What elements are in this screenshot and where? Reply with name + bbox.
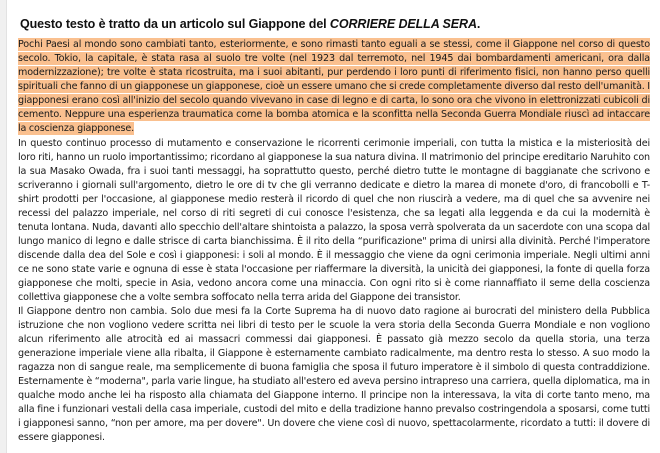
document-body[interactable] (18, 16, 650, 445)
page-left-margin (0, 0, 7, 453)
paragraph-1-highlighted[interactable] (18, 38, 650, 136)
title-prefix: Questo testo è tratto da un articolo sul Giappone del (20, 17, 330, 31)
title-suffix: . (476, 17, 481, 31)
paragraph-3[interactable]: Il Giappone dentro non cambia. Solo due mesi fa la Corte Suprema ha di nuovo dato ragione ai burocrati del ministero della Pubblica istruzione che non vogliono vedere scritta nei libri di testo per le scuole la vera storia della Seconda Guerra Mondiale e non vogliono alcun riferimento alle atrocità ed ai massacri commessi dai giapponesi. È passato già mezzo secolo da quella storia, una terza generazione imperiale viene alla ribalta, il Giappone è esternamente cambiato radicalmente, ma dentro resta lo stesso. A suo modo la ragazza non di sangue reale, ma semplicemente di buona famiglia che sposa il futuro imperatore è il simbolo di questa contraddizione. Esternamente è “moderna", parla varie lingue, ha studiato all'estero ed aveva persino intrapreso una carriera, quella diplomatica, ma in qualche modo anche lei ha risposto alla chiamata del Giappone interno. Il principe non la interessava, la vita di corte tanto meno, ma alla fine i funzionari vestali della casa imperiale, custodi del mito e della tradizione hanno prevalso costringendola a sposarsi, come tutti i giapponesi sanno, “non per amore, ma per dovere". Un dovere che viene così di nuovo, spettacolarmente, ricordato a tutti: il dovere di essere giapponesi. (18, 306, 650, 443)
highlighted-text: Pochi Paesi al mondo sono cambiati tanto, esteriormente, e sono rimasti tanto eguali a se stessi, come il Giappone nel corso di questo secolo. Tokio, la capitale, è stata rasa al suolo tre volte (nel 1923 dal terremoto, nel 1945 dai bombardamenti americani, ora dalla modernizzazione); tre volte è stata ricostruita, ma i suoi abitanti, pur perdendo i loro punti di riferimento fisici, non hanno perso quelli spirituali che fanno di un giapponese un giapponese, cioè un essere umano che si crede completamente diverso dal resto dell'umanità. I giapponesi erano così all'inizio del secolo quando vivevano in case di legno e di carta, lo sono ora che vivono in elettronizzati cubicoli di cemento. Neppure una esperienza traumatica come la bomba atomica e la sconfitta nella Seconda Guerra Mondiale riuscì ad intaccare la coscienza giapponese. (18, 39, 650, 134)
title-source: CORRIERE DELLA SERA (329, 17, 477, 31)
document-title (20, 16, 650, 32)
paragraph-2[interactable]: In questo continuo processo di mutamento e conservazione le ricorrenti cerimonie imperiali, con tutta la mistica e la misteriosità dei loro riti, hanno un ruolo importantissimo; ricordano al giapponese la sua natura divina. Il matrimonio del principe ereditario Naruhito con la sua Masako Owada, fra i suoi tanti messaggi, ha soprattutto questo, perché dietro tutte le montagne di baggianate che scrivono e scriveranno i giornali sull'argomento, dietro le ore di tv che gli verranno dedicate e dietro la marea di monete d'oro, di francobolli e T-shirt prodotti per l'occasione, al giapponese medio resterà il ricordo di quel che non riuscirà a vedere, ma di quel che sa avvenire nei recessi del palazzo imperiale, nel corso di riti segreti di cui conosce l'esistenza, che sa legati alla leggenda e da cui la modernità è tenuta lontana. Nuda, davanti allo specchio dell'altare shintoista a palazzo, la sposa verrà spolverata da un sacerdote con una scopa dal lungo manico di legno e dalle strisce di carta bianchissima. È il rito della “purificazione" prima di unirsi alla divinità. Perché l'imperatore discende dalla dea del Sole e così i giapponesi: i soli al mondo. È il messaggio che viene da ogni cerimonia imperiale. Negli ultimi anni ce ne sono state varie e ognuna di esse è stata l'occasione per riaffermare la diversità, la unicità dei giapponesi, la fonte di quella forza giapponese che molti, specie in Asia, vedono ancora come una minaccia. Con ogni rito si è come riannaffiato il seme della coscienza collettiva giapponese che a volte sembra soffocato nella terra arida del Giappone dei transistor. (18, 138, 650, 303)
